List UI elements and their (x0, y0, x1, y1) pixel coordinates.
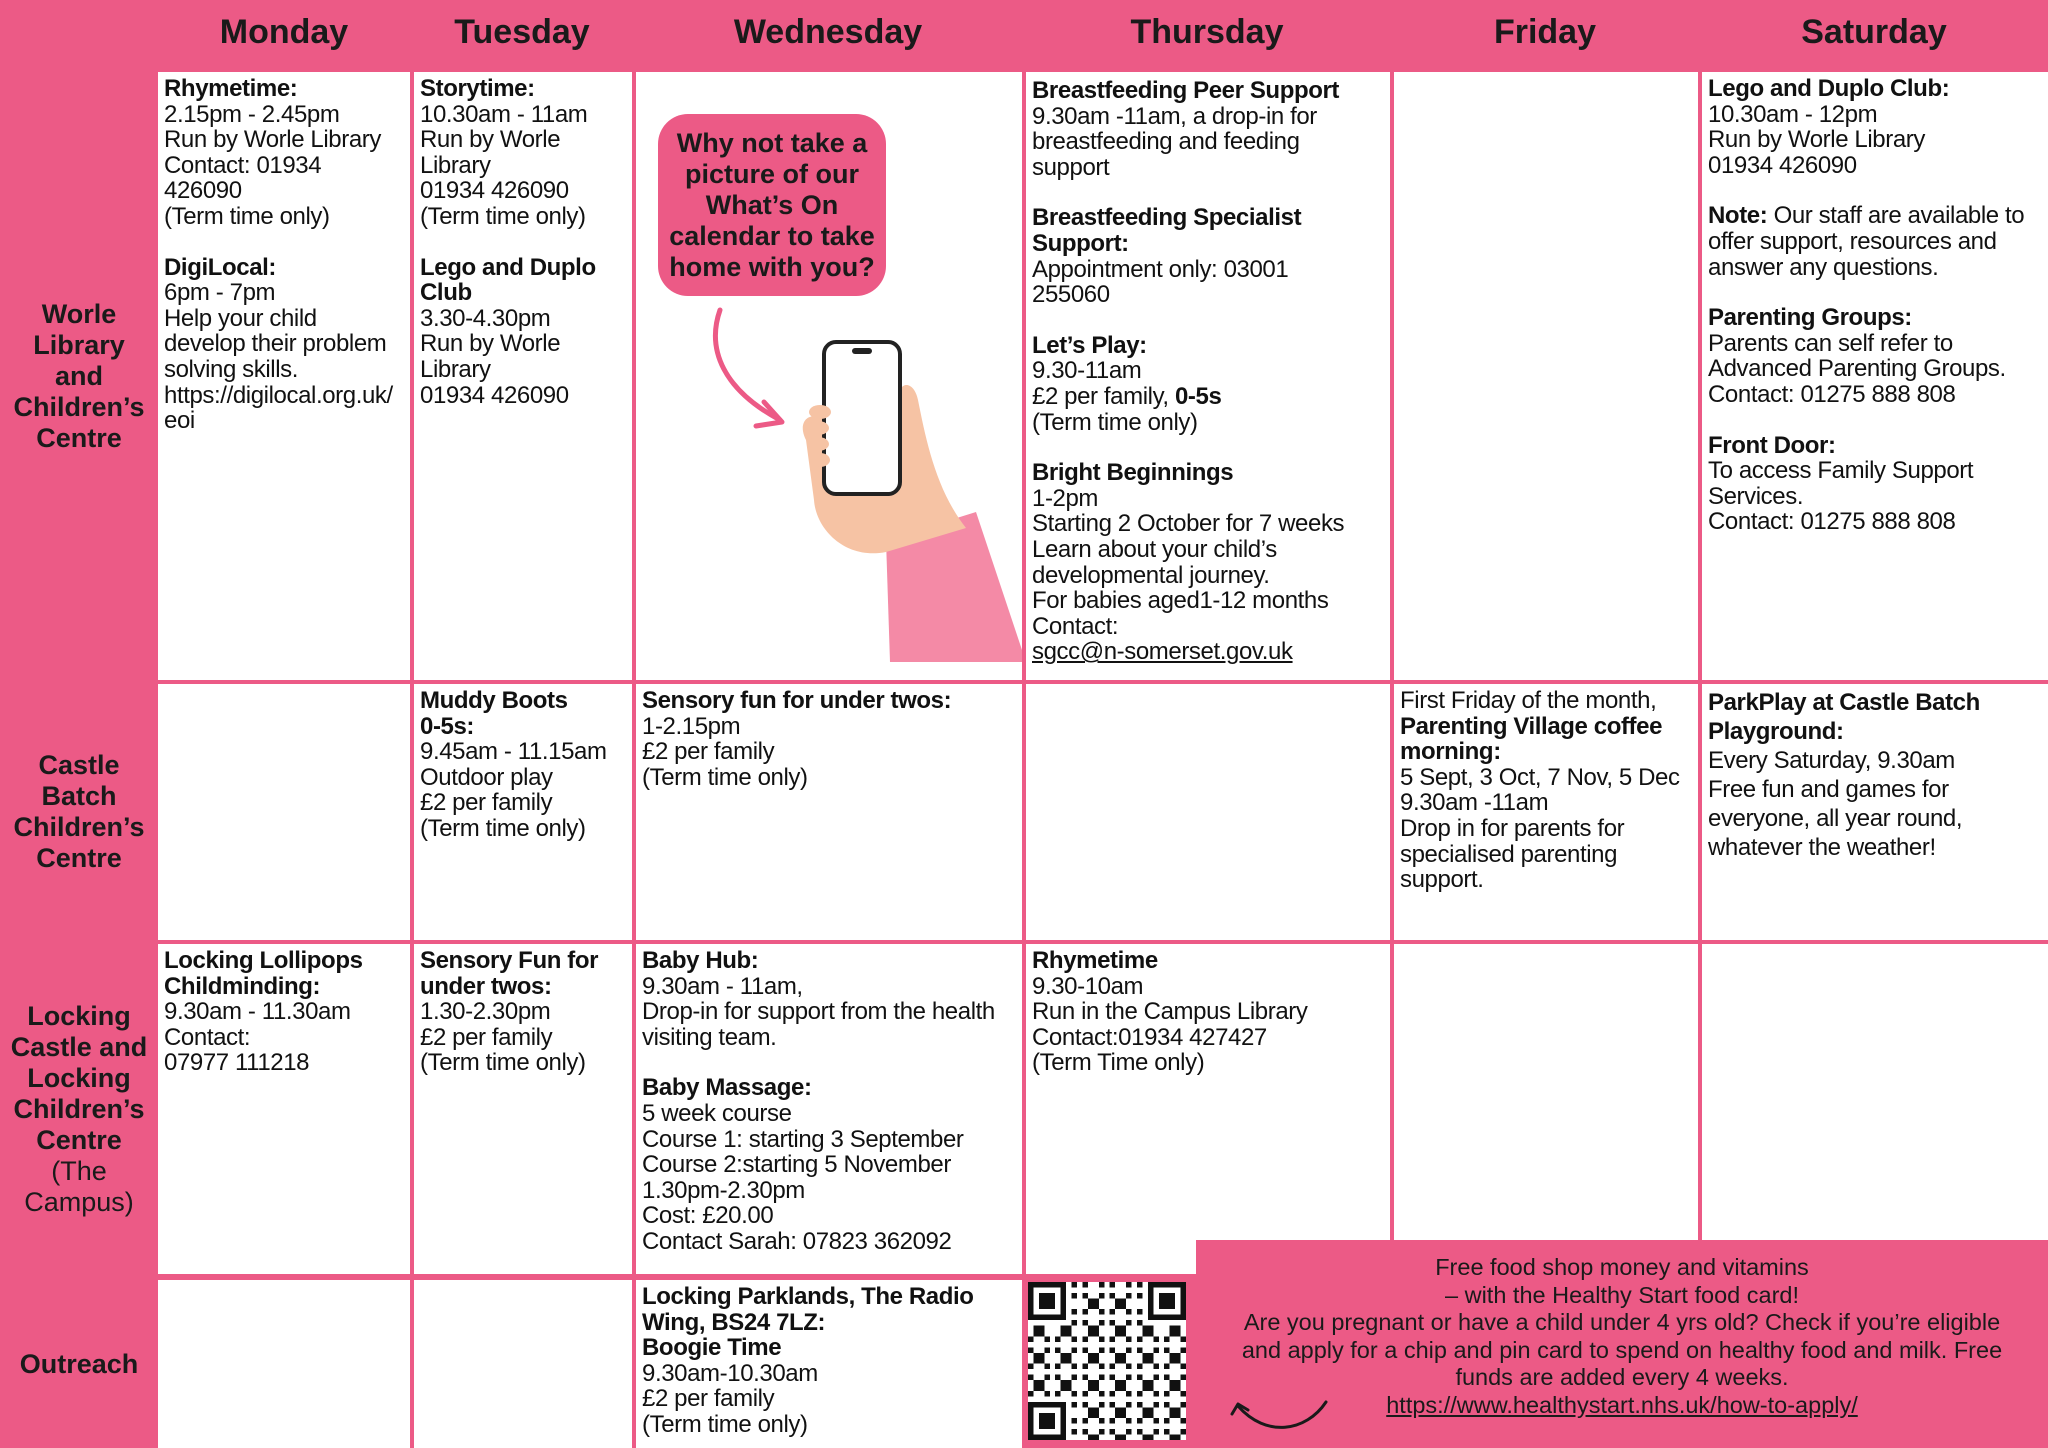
event-detail: 1-2.15pm (642, 712, 741, 740)
event-title: Baby Massage: (642, 1074, 812, 1102)
event-detail: visiting team. (642, 1023, 777, 1051)
spacer (164, 230, 404, 255)
event-detail: Run by Worle (420, 330, 561, 358)
event-detail: 07977 111218 (164, 1049, 310, 1077)
row-header-line: Batch (41, 781, 117, 811)
event-title: morning: (1400, 738, 1501, 766)
cell-outreach-tuesday (414, 1280, 632, 1448)
spacer (1708, 280, 2042, 305)
cell-castle-friday (1394, 684, 1698, 940)
event-detail: Contact: (1032, 612, 1119, 640)
healthy-start-link[interactable]: https://www.healthystart.nhs.uk/how-to-apply/ (1386, 1391, 1858, 1418)
cell-castle-tuesday (414, 684, 632, 940)
event-detail: Library (420, 355, 491, 383)
event-detail: Course 1: starting 3 September (642, 1125, 964, 1153)
event-detail: Run by Worle Library (164, 126, 381, 154)
event-title: Sensory Fun for (420, 947, 599, 974)
spacer (642, 1050, 1016, 1075)
row-header-line: Locking (27, 1062, 131, 1093)
bubble-line: calendar to take (669, 220, 875, 251)
row-header-worle (0, 72, 158, 680)
event-title: Childminding: (164, 972, 321, 1000)
cell-castle-monday (158, 684, 410, 940)
row-header-line: Centre (36, 1124, 122, 1155)
spacer (1032, 180, 1384, 205)
cell-outreach-wednesday (636, 1280, 1022, 1448)
event-detail: eoi (164, 407, 195, 435)
row-header-line: (The (51, 1155, 107, 1186)
event-detail: Contact:01934 427427 (1032, 1023, 1267, 1051)
event-detail: 9.30am -11am (1400, 789, 1549, 817)
event-title: Lego and Duplo (420, 253, 596, 281)
spacer (420, 230, 626, 255)
bubble-line: home with you? (669, 251, 875, 282)
event-detail: (Term Time only) (1032, 1049, 1205, 1077)
event-detail: Drop-in for support from the health (642, 998, 995, 1026)
day-header-wednesday: Wednesday (733, 12, 923, 51)
emphasis-text: 0-5s (1174, 382, 1222, 410)
event-detail: 426090 (164, 177, 242, 205)
cell-castle-wednesday (636, 684, 1022, 940)
bubble-line: picture of our (685, 158, 859, 189)
cell-worle-tuesday (414, 72, 632, 680)
event-detail: Run by Worle (420, 126, 561, 154)
event-detail: Contact: 01934 (164, 151, 322, 179)
event-title: Parenting Village coffee (1400, 712, 1663, 740)
email-link-text[interactable]: sgcc@n-somerset.gov.uk (1032, 638, 1293, 666)
event-title: Support: (1032, 229, 1129, 257)
event-detail: develop their problem (164, 330, 387, 358)
event-title: Rhymetime (1032, 947, 1158, 974)
bubble-line: Why not take a (676, 127, 868, 158)
speech-bubble (658, 114, 886, 296)
row-header-line: Castle (38, 750, 120, 780)
event-detail: (Term time only) (420, 814, 586, 842)
event-detail: 1.30-2.30pm (420, 998, 551, 1026)
event-title: Muddy Boots (420, 687, 568, 714)
cell-locking-wednesday (636, 944, 1022, 1274)
event-title: Playground: (1708, 718, 1844, 745)
spacer (1708, 178, 2042, 203)
event-detail: everyone, all year round, (1708, 805, 1963, 832)
cell-worle-monday (158, 72, 410, 680)
event-detail: support. (1400, 866, 1484, 894)
event-detail (1032, 384, 1384, 410)
spacer (1708, 408, 2042, 433)
event-detail: 5 week course (642, 1099, 792, 1127)
event-detail: Contact: (164, 1023, 251, 1051)
event-detail: (Term time only) (642, 763, 808, 791)
event-detail: Help your child (164, 304, 317, 332)
event-title: Bright Beginnings (1032, 459, 1234, 487)
row-header-castle-batch (0, 684, 158, 940)
curved-arrow-icon (715, 310, 780, 420)
event-title: DigiLocal: (164, 253, 277, 281)
event-detail: 01934 426090 (420, 381, 569, 409)
cell-locking-saturday (1702, 944, 2048, 1240)
row-header-line: Outreach (19, 1348, 139, 1379)
event-detail: 1-2pm (1032, 484, 1099, 512)
day-header-tuesday: Tuesday (454, 12, 590, 51)
event-detail: (Term time only) (1032, 408, 1198, 436)
cell-worle-thursday (1026, 72, 1390, 680)
event-detail: Library (420, 151, 491, 179)
event-detail: solving skills. (164, 355, 299, 383)
banner-line: funds are added every 4 weeks. (1455, 1364, 1789, 1390)
event-detail: 9.30am -11am, a drop-in for (1032, 102, 1317, 130)
event-title: Storytime: (420, 75, 535, 102)
event-detail: £2 per family (420, 1023, 553, 1051)
event-detail: Course 2:starting 5 November (642, 1151, 951, 1179)
event-title: Let’s Play: (1032, 331, 1147, 359)
event-detail: answer any questions. (1708, 253, 1939, 281)
event-detail: specialised parenting (1400, 840, 1618, 868)
event-title: Parenting Groups: (1708, 304, 1912, 332)
event-detail: offer support, resources and (1708, 227, 1997, 255)
event-detail: 6pm - 7pm (164, 279, 276, 307)
cell-castle-thursday (1026, 684, 1390, 940)
event-detail: breastfeeding and feeding (1032, 128, 1300, 156)
event-detail: Every Saturday, 9.30am (1708, 747, 1955, 774)
qr-code-icon (1028, 1282, 1186, 1440)
event-detail: Learn about your child’s (1032, 535, 1277, 563)
row-header-line: Centre (36, 422, 122, 453)
event-detail: (Term time only) (420, 1049, 586, 1077)
event-detail: 9.45am - 11.15am (420, 738, 607, 766)
event-detail: 10.30am - 12pm (1708, 100, 1878, 128)
day-header-friday: Friday (1493, 12, 1597, 51)
banner-line: Free food shop money and vitamins (1435, 1254, 1809, 1280)
row-header-line: Worle (41, 298, 117, 329)
event-detail: 1.30pm-2.30pm (642, 1176, 805, 1204)
cell-locking-thursday (1026, 944, 1390, 1274)
event-detail: To access Family Support (1708, 457, 1974, 485)
event-title: Rhymetime: (164, 75, 298, 102)
banner-line: Are you pregnant or have a child under 4 yrs old? Check if you’re eligible (1243, 1309, 2001, 1335)
event-title: 0-5s: (420, 712, 475, 740)
row-header-line: Children’s (13, 391, 145, 422)
row-header-line: Locking (27, 1000, 131, 1031)
event-detail: 3.30-4.30pm (420, 304, 551, 332)
row-header-line: Library (33, 329, 125, 360)
spacer (1032, 435, 1384, 460)
day-header-monday: Monday (219, 12, 349, 51)
event-detail: Drop in for parents for (1400, 814, 1625, 842)
event-detail: Appointment only: 03001 (1032, 255, 1289, 283)
cell-worle-friday (1394, 72, 1698, 680)
day-header-saturday: Saturday (1801, 12, 1947, 51)
row-header-line: Children’s (13, 1093, 145, 1124)
row-header-line: Castle and (10, 1031, 148, 1062)
event-title: Lego and Duplo Club: (1708, 75, 1950, 102)
row-header-outreach (0, 1280, 158, 1448)
event-detail: whatever the weather! (1708, 834, 1936, 861)
cell-worle-saturday (1702, 72, 2048, 680)
row-header-line: Centre (36, 843, 122, 873)
event-detail: (Term time only) (642, 1410, 808, 1438)
bubble-line: What’s On (705, 189, 839, 220)
hand-holding-phone-icon (636, 290, 1022, 680)
event-detail: Cost: £20.00 (642, 1202, 774, 1230)
event-title: Boogie Time (642, 1334, 782, 1362)
event-title: Front Door: (1708, 431, 1836, 459)
event-detail: Starting 2 October for 7 weeks (1032, 510, 1345, 538)
event-detail: £2 per family (420, 789, 553, 817)
event-detail: Contact: 01275 888 808 (1708, 508, 1956, 536)
event-detail: Advanced Parenting Groups. (1708, 355, 2006, 383)
event-detail: 9.30-10am (1032, 972, 1144, 1000)
event-detail: First Friday of the month, (1400, 687, 1657, 714)
cell-outreach-monday (158, 1280, 410, 1448)
event-detail: Contact: 01275 888 808 (1708, 380, 1956, 408)
spacer (1032, 308, 1384, 333)
cell-locking-friday (1394, 944, 1698, 1240)
emphasis-text: Note: (1708, 202, 1768, 230)
event-title: Sensory fun for under twos: (642, 687, 952, 714)
event-detail: £2 per family (642, 1385, 775, 1413)
event-detail: 2.15pm - 2.45pm (164, 100, 340, 128)
healthy-start-banner (1196, 1240, 2048, 1448)
event-detail (1708, 203, 2042, 229)
cell-locking-tuesday (414, 944, 632, 1274)
event-detail: Services. (1708, 482, 1804, 510)
event-detail: 9.30am - 11.30am (164, 998, 351, 1026)
event-detail: 01934 426090 (420, 177, 569, 205)
banner-line: – with the Healthy Start food card! (1445, 1281, 1799, 1308)
event-title: Locking Lollipops (164, 947, 363, 974)
cell-castle-saturday (1702, 684, 2048, 940)
event-title: Breastfeeding Specialist (1032, 204, 1302, 232)
row-header-line: Children’s (13, 812, 145, 842)
curved-arrow-icon (1226, 1380, 1336, 1440)
day-header-thursday: Thursday (1130, 12, 1284, 51)
event-detail: £2 per family (642, 738, 775, 766)
event-detail: Contact Sarah: 07823 362092 (642, 1227, 952, 1255)
event-detail: 01934 426090 (1708, 151, 1857, 179)
event-detail: (Term time only) (164, 202, 330, 230)
detail-text: Our staff are available to (1767, 202, 2025, 230)
event-detail: https://digilocal.org.uk/ (164, 381, 393, 409)
row-header-line: Campus) (24, 1186, 134, 1217)
event-title: Baby Hub: (642, 947, 759, 974)
event-detail: Run in the Campus Library (1032, 998, 1308, 1026)
detail-text: £2 per family, (1032, 382, 1175, 410)
qr-code[interactable] (1028, 1282, 1186, 1440)
event-title: Breastfeeding Peer Support (1032, 77, 1340, 104)
event-detail: Free fun and games for (1708, 776, 1949, 803)
event-detail: (Term time only) (420, 202, 586, 230)
event-detail: Outdoor play (420, 763, 553, 791)
event-detail: 10.30am - 11am (420, 100, 588, 128)
event-title: ParkPlay at Castle Batch (1708, 689, 1980, 716)
event-detail: support (1032, 153, 1110, 181)
event-detail: 5 Sept, 3 Oct, 7 Nov, 5 Dec (1400, 763, 1680, 791)
email-link (1032, 639, 1384, 665)
event-title: Club (420, 279, 472, 307)
event-detail: 9.30am - 11am, (642, 972, 803, 1000)
event-title: Wing, BS24 7LZ: (642, 1308, 826, 1336)
event-title: under twos: (420, 972, 552, 1000)
banner-line: and apply for a chip and pin card to spend on healthy food and milk. Free (1241, 1336, 2003, 1363)
event-detail: 9.30am-10.30am (642, 1359, 818, 1387)
cell-locking-monday (158, 944, 410, 1274)
row-header-line: and (54, 360, 103, 391)
event-detail: 255060 (1032, 281, 1110, 309)
event-title: Locking Parklands, The Radio (642, 1283, 974, 1310)
event-detail: 9.30-11am (1032, 357, 1142, 385)
event-detail: developmental journey. (1032, 561, 1270, 589)
event-detail: Run by Worle Library (1708, 126, 1925, 154)
event-detail: For babies aged1-12 months (1032, 587, 1329, 615)
row-header-locking-castle (0, 944, 158, 1274)
event-detail: Parents can self refer to (1708, 329, 1953, 357)
